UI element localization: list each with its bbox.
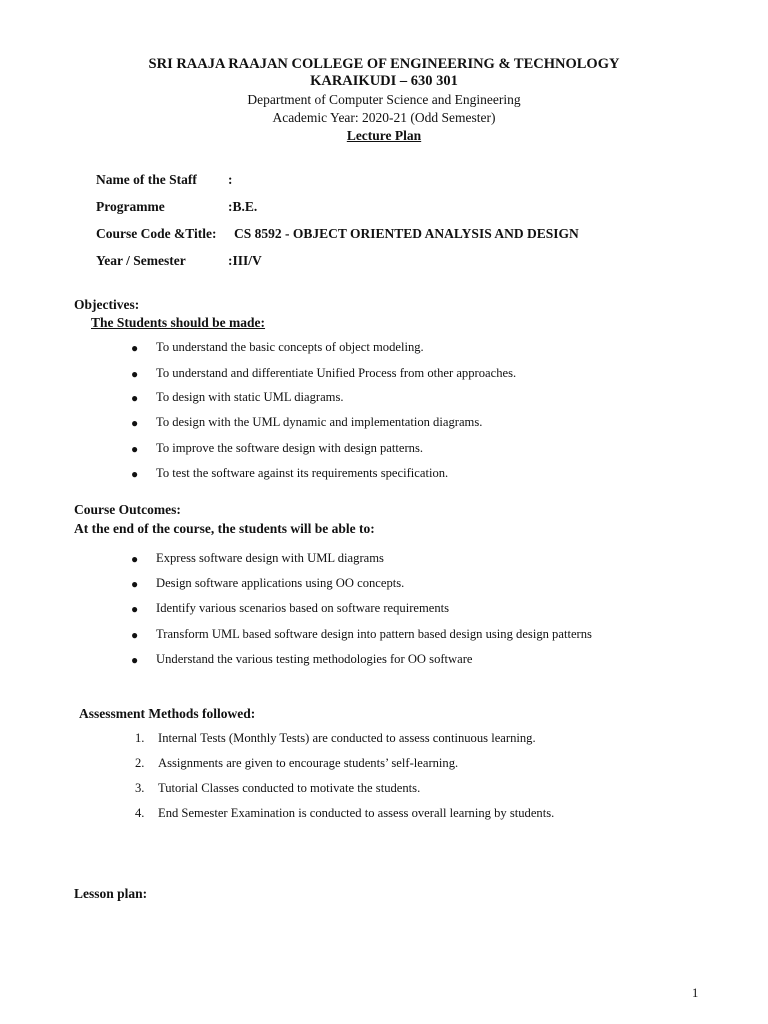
outcomes-subheading: At the end of the course, the students will be able to: bbox=[74, 521, 375, 536]
college-location: KARAIKUDI – 630 301 bbox=[310, 73, 458, 89]
objectives-subheading: The Students should be made: bbox=[91, 315, 266, 330]
course-value: CS 8592 - OBJECT ORIENTED ANALYSIS AND DESIGN bbox=[234, 226, 579, 241]
list-number: 4. bbox=[135, 806, 145, 820]
programme-value: :B.E. bbox=[228, 199, 258, 214]
list-item: Design software applications using OO concepts. bbox=[156, 576, 405, 590]
list-item: Internal Tests (Monthly Tests) are conducted to assess continuous learning. bbox=[158, 731, 536, 745]
bullet-icon: ● bbox=[131, 577, 139, 591]
list-number: 1. bbox=[135, 731, 145, 745]
list-item: Identify various scenarios based on software requirements bbox=[156, 601, 450, 615]
list-item: Understand the various testing methodologies for OO software bbox=[156, 652, 473, 666]
document-title: Lecture Plan bbox=[346, 128, 422, 143]
list-item: To design with the UML dynamic and implementation diagrams. bbox=[156, 415, 483, 429]
list-item: End Semester Examination is conducted to assess overall learning by students. bbox=[158, 806, 555, 820]
bullet-icon: ● bbox=[131, 341, 139, 355]
bullet-icon: ● bbox=[131, 628, 139, 642]
college-name: SRI RAAJA RAAJAN COLLEGE OF ENGINEERING & TECHNOLOGY bbox=[148, 56, 620, 72]
list-number: 3. bbox=[135, 781, 145, 795]
list-item: To understand and differentiate Unified Process from other approaches. bbox=[156, 366, 517, 380]
staff-value: : bbox=[228, 172, 233, 187]
programme-label: Programme bbox=[96, 199, 165, 214]
bullet-icon: ● bbox=[131, 442, 139, 456]
academic-year: Academic Year: 2020-21 (Odd Semester) bbox=[272, 110, 496, 125]
page-number: 1 bbox=[692, 986, 699, 1000]
staff-label: Name of the Staff bbox=[96, 172, 197, 187]
list-number: 2. bbox=[135, 756, 145, 770]
bullet-icon: ● bbox=[131, 367, 139, 381]
bullet-icon: ● bbox=[131, 467, 139, 481]
bullet-icon: ● bbox=[131, 653, 139, 667]
year-semester-value: :III/V bbox=[228, 253, 262, 268]
lesson-plan-heading: Lesson plan: bbox=[74, 886, 148, 901]
assessment-heading: Assessment Methods followed: bbox=[79, 706, 256, 721]
list-item: Express software design with UML diagrams bbox=[156, 551, 384, 565]
bullet-icon: ● bbox=[131, 416, 139, 430]
course-label: Course Code &Title: bbox=[96, 226, 217, 241]
bullet-icon: ● bbox=[131, 602, 139, 616]
objectives-heading: Objectives: bbox=[74, 297, 140, 312]
outcomes-heading: Course Outcomes: bbox=[74, 502, 181, 517]
list-item: Transform UML based software design into pattern based design using design patterns bbox=[156, 627, 592, 641]
list-item: To improve the software design with design patterns. bbox=[156, 441, 424, 455]
list-item: To understand the basic concepts of object modeling. bbox=[156, 340, 424, 354]
list-item: Tutorial Classes conducted to motivate the students. bbox=[158, 781, 421, 795]
bullet-icon: ● bbox=[131, 552, 139, 566]
year-semester-label: Year / Semester bbox=[96, 253, 186, 268]
list-item: Assignments are given to encourage students’ self-learning. bbox=[158, 756, 459, 770]
bullet-icon: ● bbox=[131, 391, 139, 405]
department-name: Department of Computer Science and Engineering bbox=[247, 92, 521, 107]
list-item: To design with static UML diagrams. bbox=[156, 390, 344, 404]
list-item: To test the software against its requirements specification. bbox=[156, 466, 449, 480]
